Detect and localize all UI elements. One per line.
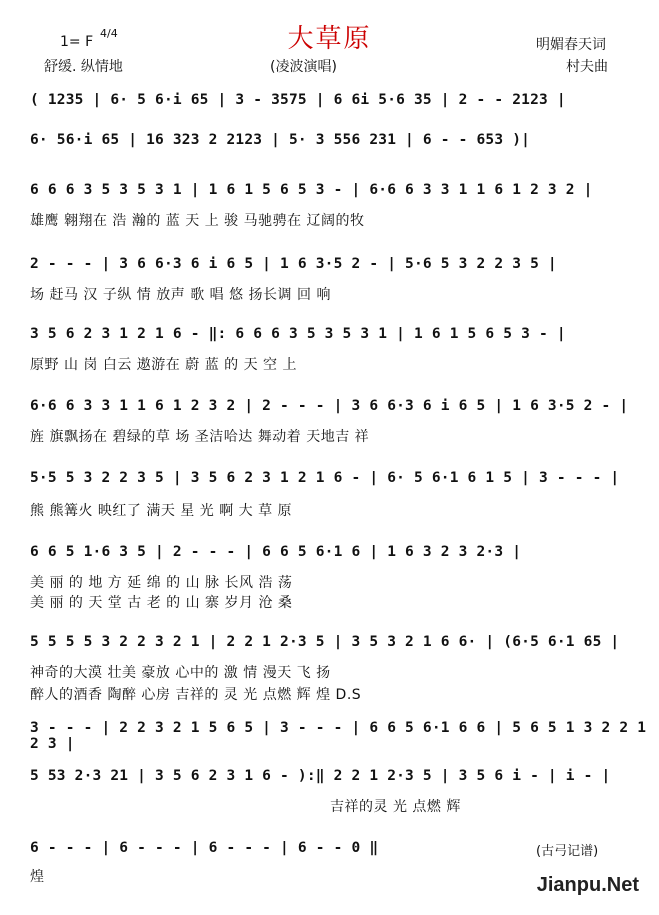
lyrics-line: 熊 熊篝火 映红了 满天 星 光 啊 大 草 原 [30,503,293,519]
lyrics-line: 美 丽 的 地 方 延 绵 的 山 脉 长风 浩 荡 [30,575,293,591]
song-title: 大草原 [287,24,372,54]
notation-line: 2 - - - | 3 6 6·3 6 i 6 5 | 1 6 3·5 2 - | 5·6 5 3 2 2 3 5 | [30,256,557,272]
lyrics-line: 吉祥的灵 光 点燃 辉 [330,799,461,815]
notation-line: 5 53 2·3 21 | 3 5 6 2 3 1 6 - ):‖ 2 2 1 2·3 5 | 3 5 6 i - | i - | [30,768,611,784]
notation-line: 6 - - - | 6 - - - | 6 - - - | 6 - - 0 ‖ [30,840,379,856]
tempo-marking: 舒缓. 纵情地 [44,59,123,75]
notation-line: ( 1235 | 6· 5 6·i 65 | 3 - 3575 | 6 6i 5·6 35 | 2 - - 2123 | [30,92,566,108]
lyrics-line: 煌 [30,869,45,885]
lyrics-line-2: 美 丽 的 天 堂 古 老 的 山 寨 岁月 沧 桑 [30,595,293,611]
time-signature: 4/4 [100,27,118,40]
notation-line: 3 - - - | 2 2 3 2 1 5 6 5 | 3 - - - | 6 6 5 6·1 6 6 | 5 6 5 1 3 2 2 1 2 3 | [30,720,647,752]
notation-line: 3 5 6 2 3 1 2 1 6 - ‖: 6 6 6 3 5 3 5 3 1 | 1 6 1 5 6 5 3 - | [30,326,566,342]
notation-line: 5 5 5 5 3 2 2 3 2 1 | 2 2 1 2·3 5 | 3 5 3 2 1 6 6· | (6·5 6·1 65 | [30,634,620,650]
notation-credit: (古弓记谱) [536,844,599,859]
notation-line: 6 6 5 1·6 3 5 | 2 - - - | 6 6 5 6·1 6 | 1 6 3 2 3 2·3 | [30,544,522,560]
lyricist-credit: 明媚春天词 [536,37,606,53]
composer-credit: 村夫曲 [566,59,608,75]
lyrics-line: 神奇的大漠 壮美 豪放 心中的 激 情 漫天 飞 扬 [30,665,331,681]
notation-line: 5·5 5 3 2 2 3 5 | 3 5 6 2 3 1 2 1 6 - | 6· 5 6·1 6 1 5 | 3 - - - | [30,470,620,486]
notation-line: 6·6 6 3 3 1 1 6 1 2 3 2 | 2 - - - | 3 6 6·3 6 i 6 5 | 1 6 3·5 2 - | [30,398,629,414]
lyrics-line: 场 赶马 汉 子纵 情 放声 歌 唱 悠 扬长调 回 响 [30,287,331,303]
lyrics-line: 旌 旗飘扬在 碧绿的草 场 圣洁哈达 舞动着 天地吉 祥 [30,429,370,445]
notation-line: 6 6 6 3 5 3 5 3 1 | 1 6 1 5 6 5 3 - | 6·6 6 3 3 1 1 6 1 2 3 2 | [30,182,593,198]
key-signature: 1= F [60,34,94,50]
singer-credit: (凌波演唱) [270,59,337,75]
lyrics-line-2: 醉人的酒香 陶醉 心房 吉祥的 灵 光 点燃 辉 煌 D.S [30,687,362,703]
notation-line: 6· 56·i 65 | 16 323 2 2123 | 5· 3 556 231 | 6 - - 653 )| [30,132,531,148]
site-watermark: Jianpu.Net [536,874,639,896]
lyrics-line: 原野 山 岗 白云 遨游在 蔚 蓝 的 天 空 上 [30,357,298,373]
lyrics-line: 雄鹰 翱翔在 浩 瀚的 蓝 天 上 骏 马驰骋在 辽阔的牧 [30,213,365,229]
